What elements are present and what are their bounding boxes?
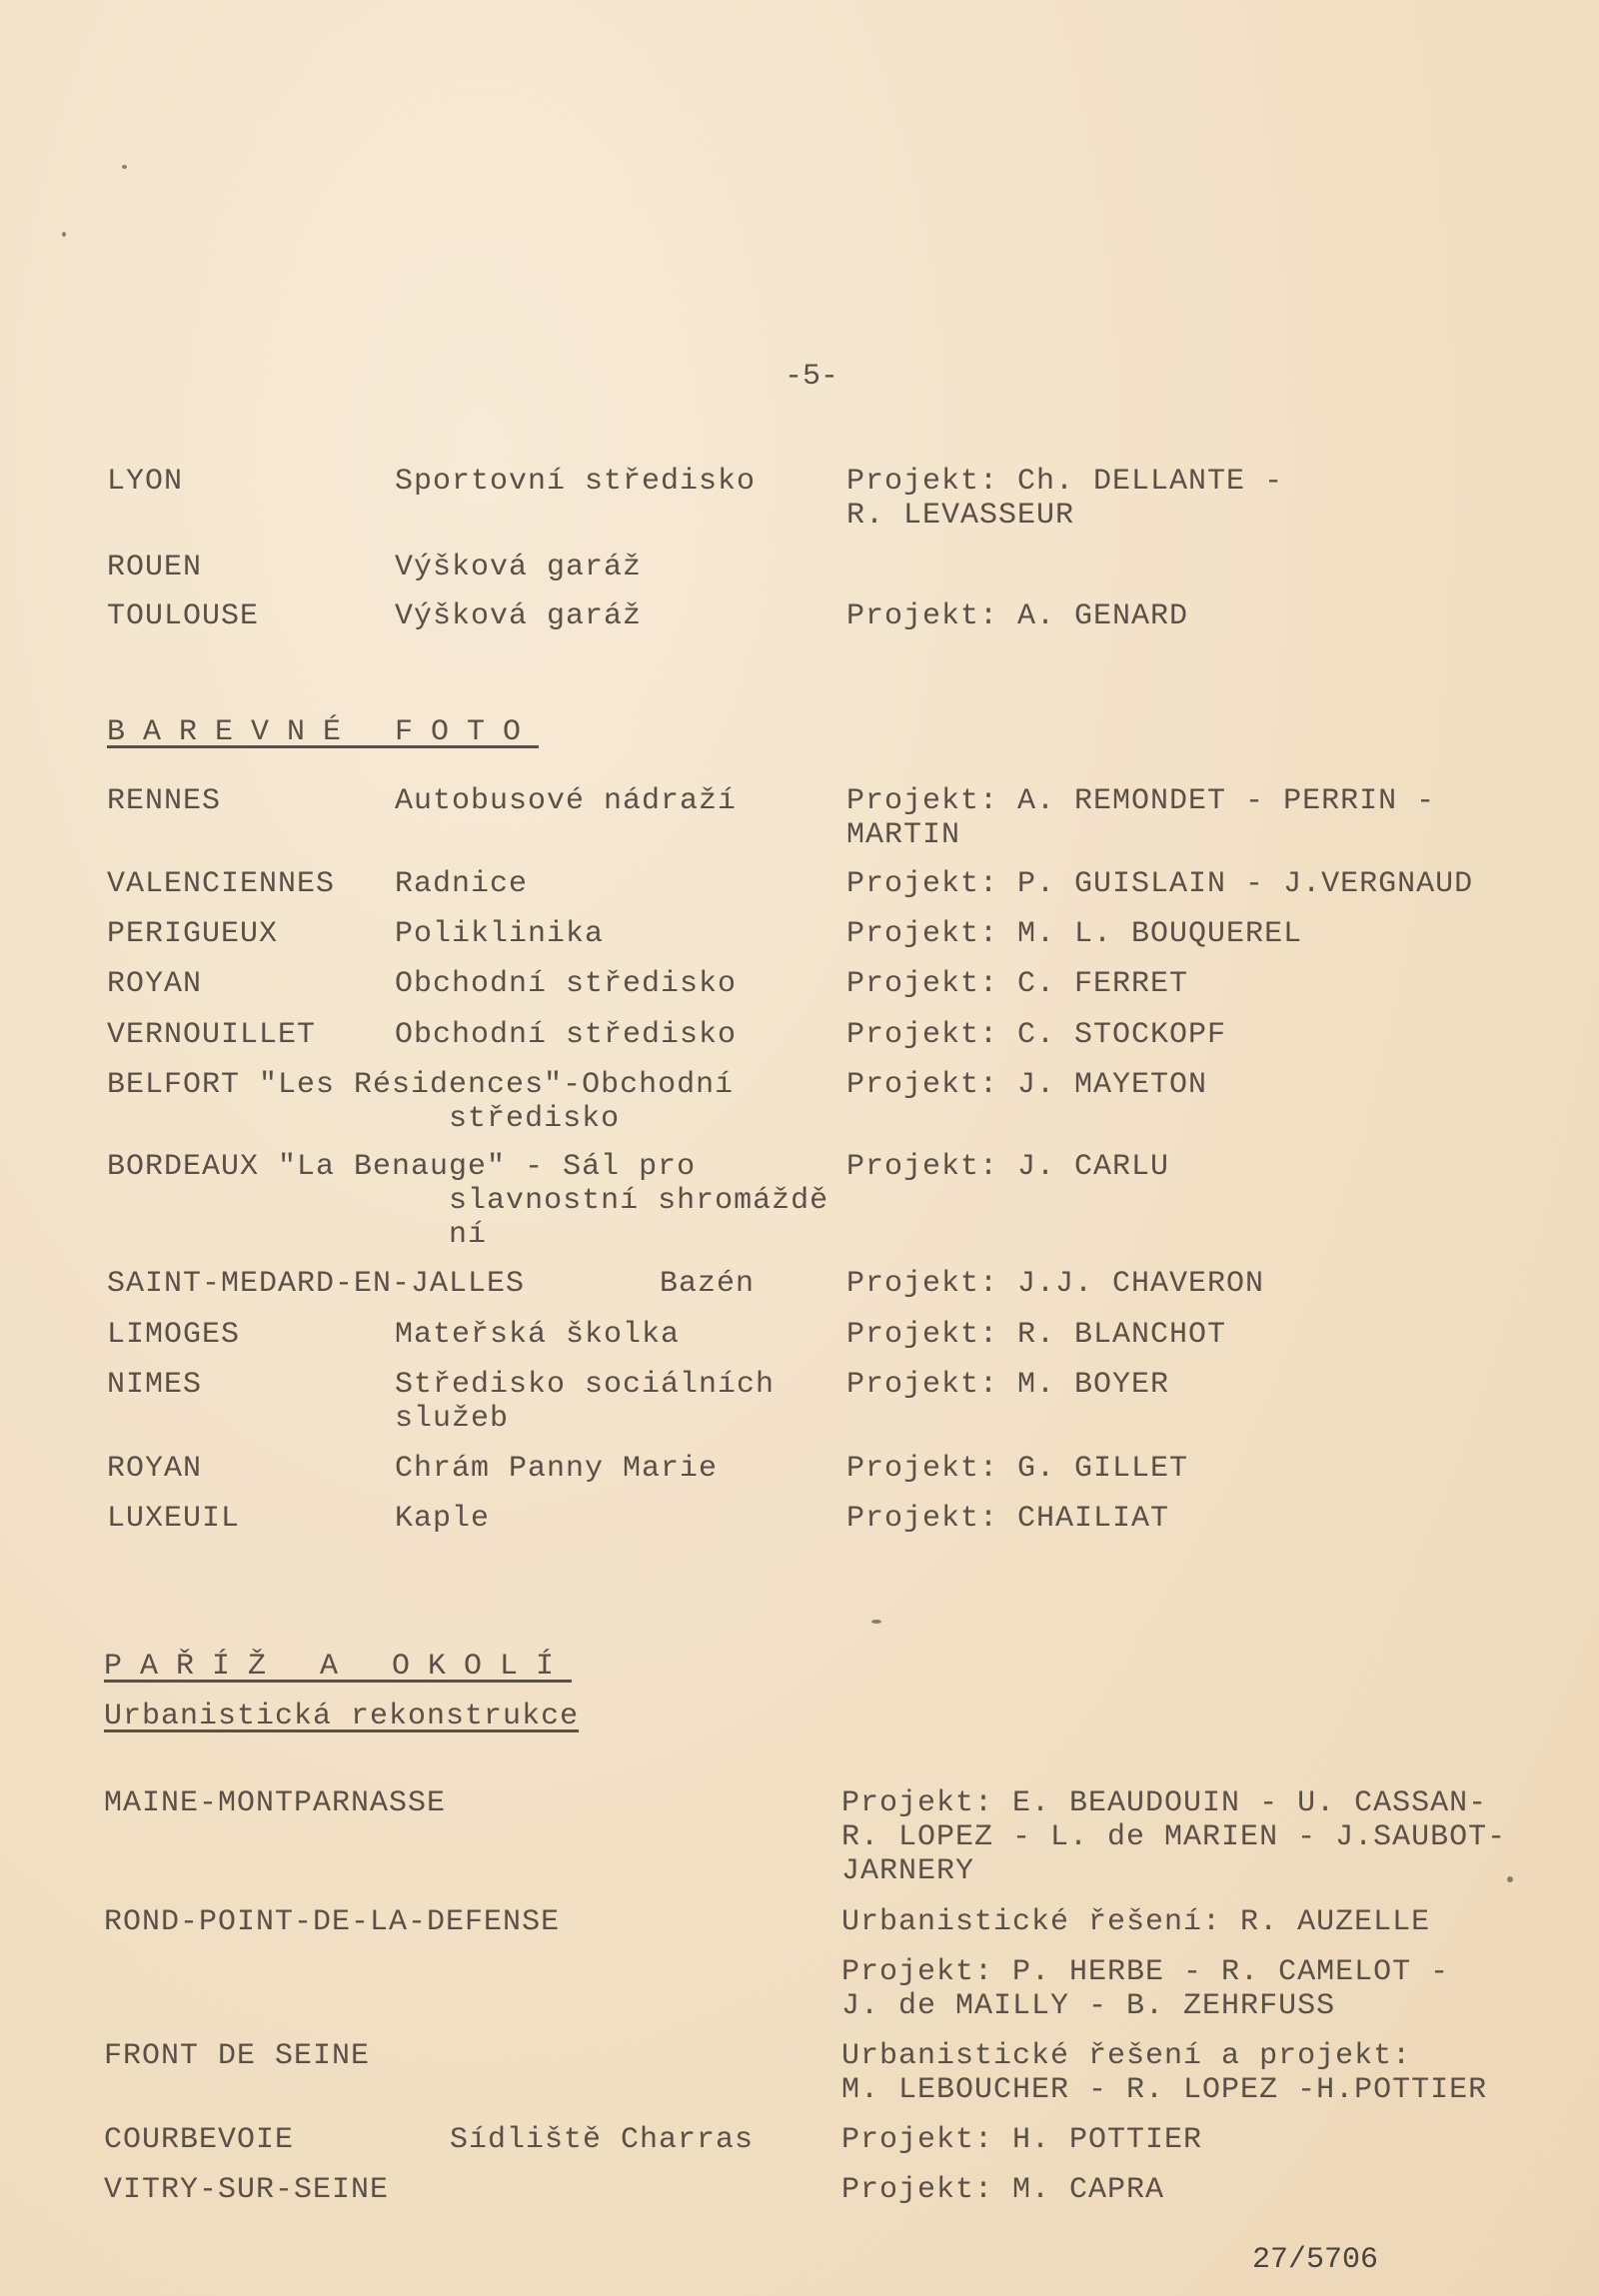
entry-project: Projekt: E. BEAUDOUIN - U. CASSAN- R. LOPEZ - L. de MARIEN - J.SAUBOT- JARNERY — [841, 1786, 1507, 1888]
entry-building: Výšková garáž — [395, 551, 643, 584]
entry-building: Chrám Panny Marie — [395, 1452, 719, 1486]
paper-speck — [871, 1620, 881, 1624]
entry-building: Kaple — [395, 1502, 491, 1536]
entry-place: COURBEVOIE — [104, 2123, 295, 2157]
page-number: -5- — [785, 360, 839, 394]
entry-project: Projekt: C. STOCKOPF — [846, 1018, 1227, 1052]
entry-project: Projekt: M. L. BOUQUEREL — [846, 917, 1303, 951]
entry-project: Projekt: J. MAYETON — [846, 1068, 1208, 1102]
entry-building: Středisko sociálních služeb — [395, 1368, 776, 1436]
entry-project: Projekt: G. GILLET — [846, 1452, 1189, 1486]
entry-project: Projekt: CHAILIAT — [846, 1502, 1170, 1536]
section-heading: BAREVNÉ FOTO — [107, 715, 540, 749]
entry-place: RENNES — [107, 784, 222, 818]
entry-project: Projekt: J.J. CHAVERON — [846, 1267, 1265, 1301]
entry-place: LIMOGES — [107, 1318, 241, 1352]
entry-building: Sídliště Charras — [450, 2123, 755, 2157]
entry-building: Sportovní středisko — [395, 465, 757, 499]
entry-place: LYON — [107, 465, 184, 499]
section-heading: PAŘÍŽ A OKOLÍ — [104, 1650, 573, 1684]
entry-project: Projekt: P. HERBE - R. CAMELOT - J. de MAILLY - B. ZEHRFUSS — [841, 1955, 1450, 2023]
entry-project: Projekt: A. GENARD — [846, 599, 1189, 633]
entry-project: Projekt: M. CAPRA — [841, 2173, 1165, 2207]
entry-project: Projekt: H. POTTIER — [841, 2123, 1203, 2157]
entry-project: Urbanistické řešení: R. AUZELLE — [841, 1905, 1431, 1939]
entry-project: Projekt: A. REMONDET - PERRIN - MARTIN — [846, 784, 1436, 852]
entry-project: Urbanistické řešení a projekt: M. LEBOUCHER - R. LOPEZ -H.POTTIER — [841, 2039, 1488, 2107]
entry-place: VITRY-SUR-SEINE — [104, 2173, 390, 2207]
entry-place: PERIGUEUX — [107, 917, 279, 951]
entry-place: ROUEN — [107, 551, 203, 584]
entry-building: Obchodní středisko — [395, 1018, 738, 1052]
paper-speck — [1507, 1876, 1513, 1882]
entry-building: Poliklinika — [395, 917, 605, 951]
entry-building: Výšková garáž — [395, 599, 643, 633]
entry-project: Projekt: C. FERRET — [846, 967, 1189, 1001]
entry-place: MAINE-MONTPARNASSE — [104, 1786, 447, 1820]
entry-project: Projekt: M. BOYER — [846, 1368, 1170, 1402]
entry-place: ROYAN — [107, 967, 203, 1001]
section-subheading: Urbanistická rekonstrukce — [104, 1700, 580, 1733]
entry-place: VERNOUILLET — [107, 1018, 317, 1052]
entry-building: Obchodní středisko — [395, 967, 738, 1001]
entry-building: Bazén — [660, 1267, 756, 1301]
entry-place: SAINT-MEDARD-EN-JALLES — [107, 1267, 526, 1301]
entry-place: BORDEAUX "La Benauge" - Sál pro slavnostní shromáždě ní — [107, 1150, 829, 1252]
entry-place: LUXEUIL — [107, 1502, 241, 1536]
entry-place: BELFORT "Les Résidences"-Obchodní středisko — [107, 1068, 735, 1136]
entry-place: ROYAN — [107, 1452, 203, 1486]
entry-place: FRONT DE SEINE — [104, 2039, 371, 2073]
entry-building: Autobusové nádraží — [395, 784, 738, 818]
entry-place: ROND-POINT-DE-LA-DEFENSE — [104, 1905, 561, 1939]
document-number: 27/5706 — [1252, 2243, 1379, 2277]
entry-project: Projekt: J. CARLU — [846, 1150, 1170, 1184]
entry-place: TOULOUSE — [107, 599, 260, 633]
entry-place: VALENCIENNES — [107, 867, 336, 901]
entry-project: Projekt: R. BLANCHOT — [846, 1318, 1227, 1352]
paper-speck — [62, 232, 66, 237]
entry-building: Radnice — [395, 867, 529, 901]
entry-place: NIMES — [107, 1368, 203, 1402]
paper-speck — [122, 165, 127, 169]
entry-project: Projekt: Ch. DELLANTE - R. LEVASSEUR — [846, 465, 1284, 533]
entry-project: Projekt: P. GUISLAIN - J.VERGNAUD — [846, 867, 1474, 901]
entry-building: Mateřská školka — [395, 1318, 681, 1352]
